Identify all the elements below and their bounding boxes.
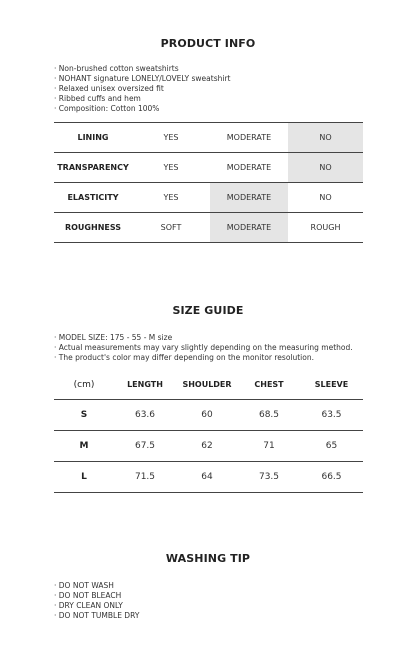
size-guide-table [54,371,363,493]
product-info-bullets [54,64,230,114]
info-option: YES [132,153,210,183]
info-row-lining [54,123,363,153]
info-row-label: ROUGHNESS [54,213,132,243]
bullet-item: · Composition: Cotton 100% [54,104,230,114]
info-row-elasticity [54,183,363,213]
column-header: LENGTH [114,371,176,399]
size-guide-bullets [54,333,353,363]
info-option-selected: MODERATE [210,183,288,213]
washing-tip-title: WASHING TIP [165,552,251,565]
bullet-item: · DO NOT WASH [54,581,139,591]
size-label: M [54,430,114,461]
washing-tip-bullets [54,581,139,621]
bullet-item: · NOHANT signature LONELY/LOVELY sweatshirt [54,74,230,84]
info-option: MODERATE [210,153,288,183]
info-row-roughness [54,213,363,243]
unit-header: (cm) [54,371,114,399]
column-header: CHEST [238,371,300,399]
size-guide-title: SIZE GUIDE [172,304,244,317]
column-header: SHOULDER [176,371,238,399]
size-value: 65 [300,430,363,461]
size-value: 63.5 [300,399,363,430]
bullet-item: · Non-brushed cotton sweatshirts [54,64,230,74]
info-option-selected: MODERATE [210,213,288,243]
bullet-item: · DRY CLEAN ONLY [54,601,139,611]
size-value: 73.5 [238,461,300,492]
bullet-item: · Actual measurements may vary slightly depending on the measuring method. [54,343,353,353]
size-value: 64 [176,461,238,492]
size-row-m [54,430,363,461]
info-option-selected: NO [288,123,363,153]
info-option: YES [132,183,210,213]
size-value: 68.5 [238,399,300,430]
info-row-label: LINING [54,123,132,153]
bullet-item: · The product's color may differ depending on the monitor resolution. [54,353,353,363]
product-info-title: PRODUCT INFO [160,37,256,50]
info-option: ROUGH [288,213,363,243]
info-row-transparency [54,153,363,183]
info-option: YES [132,123,210,153]
info-option: NO [288,183,363,213]
column-header: SLEEVE [300,371,363,399]
info-option: SOFT [132,213,210,243]
info-row-label: TRANSPARENCY [54,153,132,183]
bullet-item: · DO NOT BLEACH [54,591,139,601]
size-table-header [54,371,363,399]
size-value: 60 [176,399,238,430]
bullet-item: · Ribbed cuffs and hem [54,94,230,104]
size-row-l [54,461,363,492]
bullet-item: · MODEL SIZE: 175 - 55 - M size [54,333,353,343]
size-value: 63.6 [114,399,176,430]
info-option: MODERATE [210,123,288,153]
info-option-selected: NO [288,153,363,183]
size-value: 67.5 [114,430,176,461]
bullet-item: · DO NOT TUMBLE DRY [54,611,139,621]
info-row-label: ELASTICITY [54,183,132,213]
bullet-item: · Relaxed unisex oversized fit [54,84,230,94]
size-label: L [54,461,114,492]
size-value: 71 [238,430,300,461]
size-value: 66.5 [300,461,363,492]
size-value: 71.5 [114,461,176,492]
size-row-s [54,399,363,430]
product-info-table [54,122,363,243]
size-value: 62 [176,430,238,461]
size-label: S [54,399,114,430]
